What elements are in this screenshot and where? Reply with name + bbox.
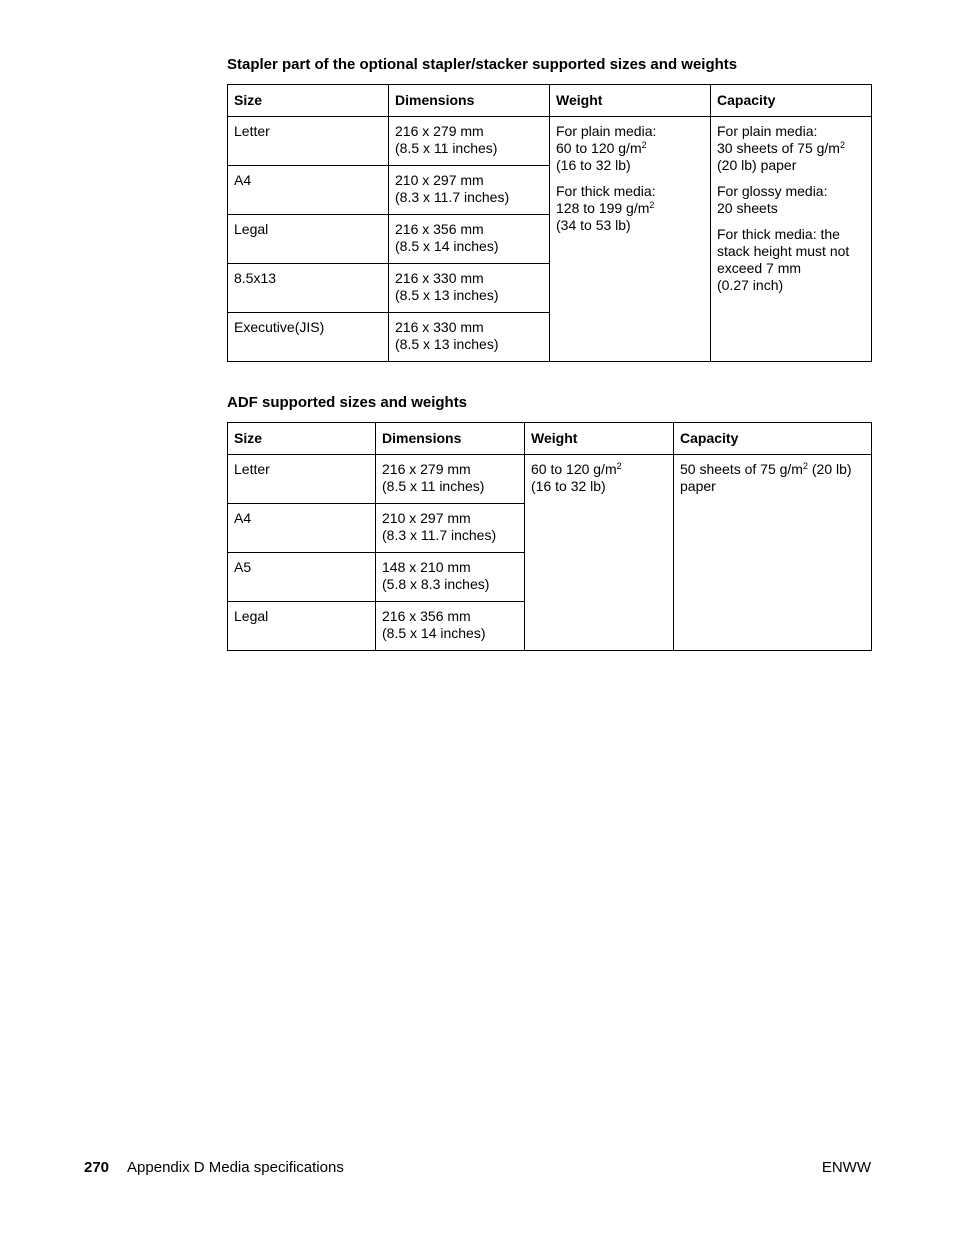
size-cell: A4 [228,166,389,215]
dimension-mm: 216 x 279 mm [395,123,484,139]
weight-thick-lb: (34 to 53 lb) [556,217,631,233]
dimension-inches: (8.5 x 13 inches) [395,336,499,352]
size-cell: Letter [228,455,376,504]
dimension-inches: (8.3 x 11.7 inches) [382,527,497,543]
capacity-plain-paper: (20 lb) paper [717,157,797,173]
table-header-row [228,85,872,117]
size-cell: A5 [228,553,376,602]
dimension-mm: 210 x 297 mm [395,172,484,188]
capacity-cell [711,117,872,362]
weight-plain-range: 60 to 120 g/m [556,140,642,156]
dimensions-cell [389,313,550,362]
header-weight: Weight [525,423,674,455]
weight-thick-label: For thick media: [556,183,656,199]
dimension-inches: (8.5 x 11 inches) [395,140,498,156]
header-dimensions: Dimensions [376,423,525,455]
size-cell: Letter [228,117,389,166]
dimension-inches: (8.3 x 11.7 inches) [395,189,510,205]
capacity-thick-line: exceed 7 mm [717,260,802,276]
header-weight: Weight [550,85,711,117]
dimensions-cell [376,602,525,651]
dimensions-cell [389,166,550,215]
header-size: Size [228,85,389,117]
stapler-heading: Stapler part of the optional stapler/stacker supported sizes and weights [227,56,738,73]
weight-cell [525,455,674,651]
superscript: 2 [802,461,808,471]
adf-table [227,422,872,651]
capacity-sheets: 50 sheets of 75 g/m [680,461,803,477]
superscript: 2 [616,461,622,471]
capacity-plain-sheets: 30 sheets of 75 g/m [717,140,840,156]
dimension-mm: 216 x 356 mm [395,221,484,237]
capacity-lb: (20 lb) [807,461,852,477]
dimension-inches: (8.5 x 14 inches) [382,625,486,641]
dimensions-cell [376,553,525,602]
header-size: Size [228,423,376,455]
dimension-inches: (8.5 x 14 inches) [395,238,499,254]
dimension-mm: 210 x 297 mm [382,510,471,526]
dimension-inches: (8.5 x 11 inches) [382,478,485,494]
weight-thick-range: 128 to 199 g/m [556,200,650,216]
header-capacity: Capacity [674,423,872,455]
dimension-mm: 216 x 356 mm [382,608,471,624]
dimension-mm: 216 x 330 mm [395,270,484,286]
dimension-mm: 148 x 210 mm [382,559,471,575]
dimensions-cell [376,504,525,553]
size-cell: 8.5x13 [228,264,389,313]
weight-lb: (16 to 32 lb) [531,478,606,494]
footer-section-title: Appendix D Media specifications [127,1159,344,1176]
dimensions-cell [389,117,550,166]
dimensions-cell [376,455,525,504]
superscript: 2 [649,200,655,210]
header-dimensions: Dimensions [389,85,550,117]
weight-plain-lb: (16 to 32 lb) [556,157,631,173]
capacity-cell [674,455,872,651]
size-cell: A4 [228,504,376,553]
capacity-paper: paper [680,478,716,494]
header-capacity: Capacity [711,85,872,117]
capacity-glossy-sheets: 20 sheets [717,200,778,216]
size-cell: Legal [228,602,376,651]
capacity-thick-line: For thick media: the [717,226,840,242]
table-header-row [228,423,872,455]
weight-plain-label: For plain media: [556,123,657,139]
dimension-mm: 216 x 330 mm [395,319,484,335]
adf-heading: ADF supported sizes and weights [227,394,468,411]
capacity-glossy-label: For glossy media: [717,183,828,199]
superscript: 2 [641,140,647,150]
table-row [228,455,872,504]
capacity-thick-line: stack height must not [717,243,850,259]
stapler-table [227,84,872,362]
dimension-mm: 216 x 279 mm [382,461,471,477]
dimensions-cell [389,215,550,264]
weight-cell [550,117,711,362]
size-cell: Executive(JIS) [228,313,389,362]
page-footer [84,1159,871,1177]
size-cell: Legal [228,215,389,264]
dimension-inches: (5.8 x 8.3 inches) [382,576,490,592]
page-number: 270 [84,1159,110,1176]
footer-right-label: ENWW [821,1159,871,1176]
capacity-plain-label: For plain media: [717,123,818,139]
table-row [228,117,872,166]
superscript: 2 [839,140,845,150]
capacity-thick-line: (0.27 inch) [717,277,784,293]
dimensions-cell [389,264,550,313]
dimension-inches: (8.5 x 13 inches) [395,287,499,303]
weight-range: 60 to 120 g/m [531,461,617,477]
